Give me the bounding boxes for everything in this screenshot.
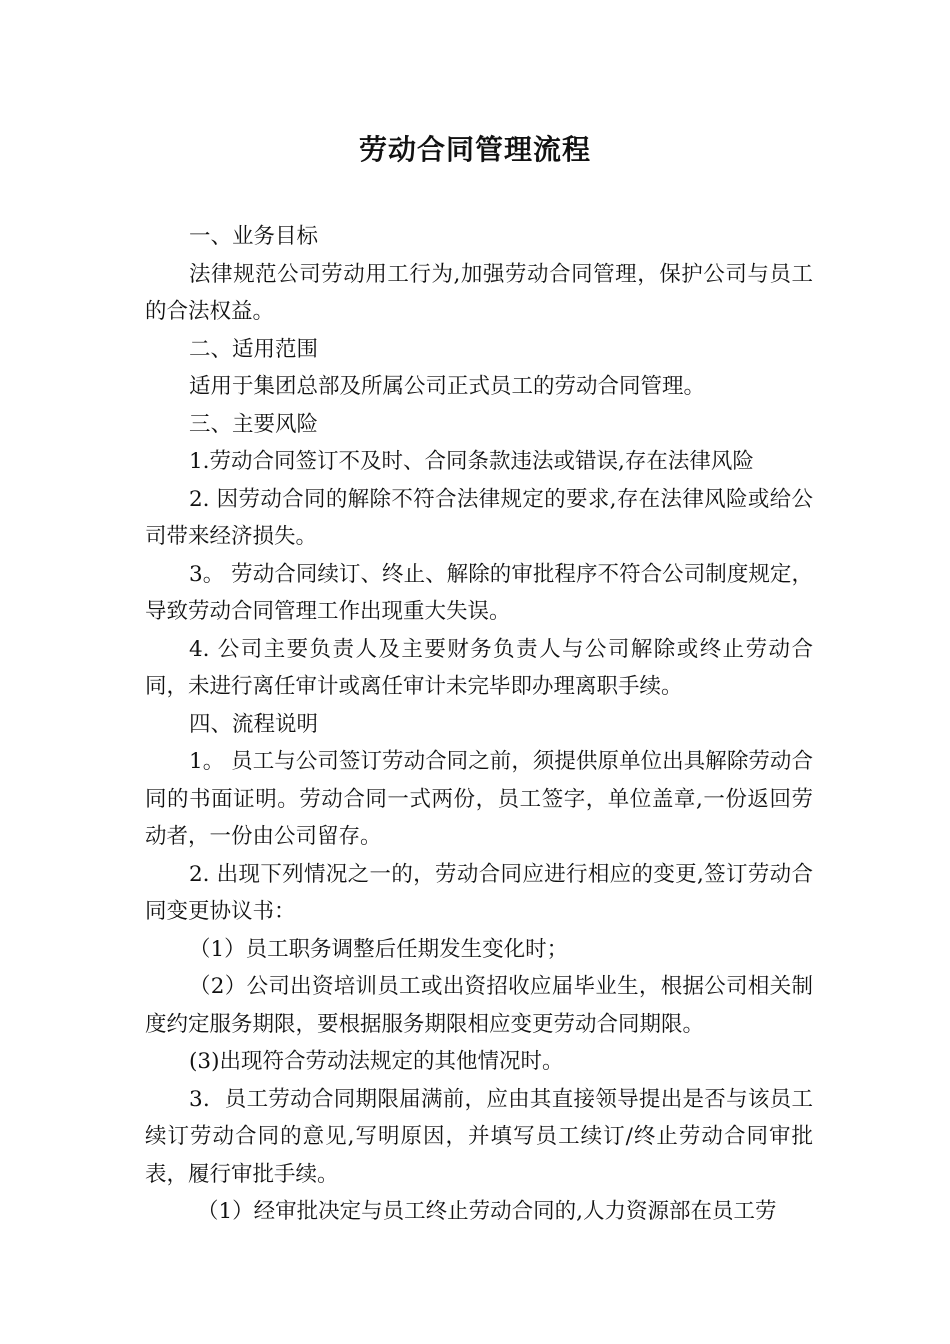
process-item-1: 1。 员工与公司签订劳动合同之前，须提供原单位出具解除劳动合同的书面证明。劳动合同一式两份，员工签字，单位盖章,一份返回劳动者，一份由公司留存。 <box>145 749 813 849</box>
process-subitem-2-2: （2）公司出资培训员工或出资招收应届毕业生，根据公司相关制度约定服务期限，要根据服务期限相应变更劳动合同期限。 <box>145 974 813 1037</box>
document-title: 劳动合同管理流程 <box>358 133 591 166</box>
heading-business-goal: 一、业务目标 <box>189 224 319 249</box>
process-subitem-3-1: （1）经审批决定与员工终止劳动合同的,人力资源部在员工劳 <box>197 1199 777 1224</box>
risk-item-4: 4. 公司主要负责人及主要财务负责人与公司解除或终止劳动合同，未进行离任审计或离任审计未完毕即办理离职手续。 <box>145 636 813 699</box>
document-body <box>145 218 813 1231</box>
paragraph-business-goal: 法律规范公司劳动用工行为,加强劳动合同管理，保护公司与员工的合法权益。 <box>145 261 813 324</box>
process-item-2: 2. 出现下列情况之一的，劳动合同应进行相应的变更,签订劳动合同变更协议书： <box>145 861 813 924</box>
process-subitem-2-1: （1）员工职务调整后任期发生变化时； <box>189 936 569 962</box>
process-subitem-2-3: (3)出现符合劳动法规定的其他情况时。 <box>189 1049 564 1074</box>
heading-main-risks: 三、主要风险 <box>189 411 319 437</box>
risk-item-2: 2. 因劳动合同的解除不符合法律规定的要求,存在法律风险或给公司带来经济损失。 <box>145 486 813 549</box>
paragraph-scope: 适用于集团总部及所属公司正式员工的劳动合同管理。 <box>189 374 706 399</box>
process-item-3: 3．员工劳动合同期限届满前，应由其直接领导提出是否与该员工续订劳动合同的意见,写明原因，并填写员工续订/终止劳动合同审批表，履行审批手续。 <box>145 1086 813 1187</box>
heading-process: 四、流程说明 <box>189 711 319 737</box>
heading-scope: 二、适用范围 <box>189 336 319 362</box>
risk-item-3: 3。 劳动合同续订、终止、解除的审批程序不符合公司制度规定，导致劳动合同管理工作出现重大失误。 <box>145 561 813 624</box>
risk-item-1: 1.劳动合同签订不及时、合同条款违法或错误,存在法律风险 <box>189 449 754 474</box>
